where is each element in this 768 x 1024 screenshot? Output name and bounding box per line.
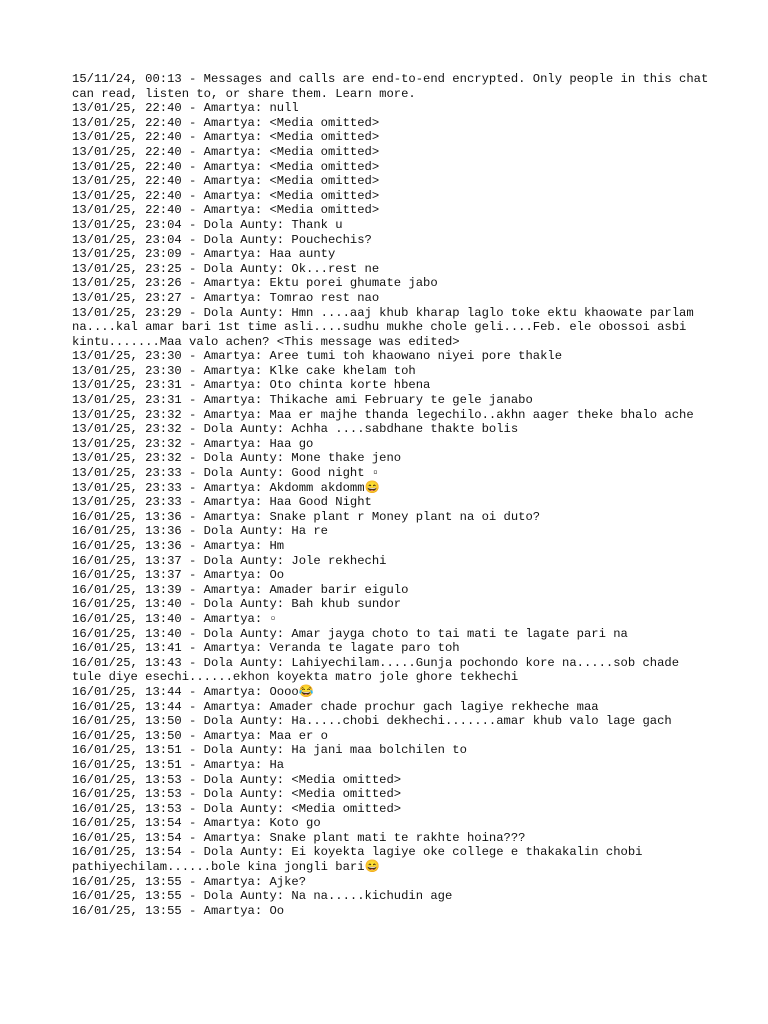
chat-message-line: 13/01/25, 23:30 - Amartya: Aree tumi toh khaowano niyei pore thakle bbox=[72, 349, 563, 364]
chat-message-line: 13/01/25, 23:32 - Amartya: Haa go bbox=[72, 436, 314, 451]
chat-message-line: 13/01/25, 23:31 - Amartya: Thikache ami February te gele janabo bbox=[72, 393, 533, 408]
chat-message-line: 16/01/25, 13:54 - Amartya: Snake plant mati te rakhte hoina??? bbox=[72, 830, 526, 845]
chat-message-line: 16/01/25, 13:53 - Dola Aunty: <Media omitted> bbox=[72, 772, 402, 787]
chat-message-line: 16/01/25, 13:44 - Amartya: Oooo😂 bbox=[72, 684, 314, 699]
chat-message-line: 16/01/25, 13:36 - Amartya: Snake plant r Money plant na oi duto? bbox=[72, 509, 541, 524]
chat-message-line: 13/01/25, 23:32 - Dola Aunty: Mone thake jeno bbox=[72, 451, 402, 466]
chat-message-line: 16/01/25, 13:50 - Amartya: Maa er o bbox=[72, 728, 328, 743]
encryption-notice-line: 15/11/24, 00:13 - Messages and calls are end-to-end encrypted. Only people in this chat can read, listen to, or share them. Learn more. bbox=[72, 72, 716, 101]
chat-message-line: 16/01/25, 13:54 - Dola Aunty: Ei koyekta lagiye oke college e thakakalin chobi pathiyechilam......bole kina jongli bari😄 bbox=[72, 845, 650, 875]
chat-message-line: 16/01/25, 13:40 - Dola Aunty: Bah khub sundor bbox=[72, 597, 402, 612]
chat-message-line: 13/01/25, 23:25 - Dola Aunty: Ok...rest ne bbox=[72, 261, 380, 276]
chat-message-line: 13/01/25, 22:40 - Amartya: <Media omitted> bbox=[72, 130, 380, 145]
chat-message-line: 16/01/25, 13:55 - Amartya: Oo bbox=[72, 903, 285, 918]
chat-message-line: 16/01/25, 13:54 - Amartya: Koto go bbox=[72, 816, 321, 831]
chat-message-line: 16/01/25, 13:40 - Dola Aunty: Amar jayga choto to tai mati te lagate pari na bbox=[72, 626, 628, 641]
chat-export-log bbox=[72, 72, 716, 918]
chat-message-line: 16/01/25, 13:43 - Dola Aunty: Lahiyechilam.....Gunja pochondo kore na.....sob chade tule diye esechi......ekhon koyekta matro jole ghore tekhechi bbox=[72, 655, 687, 685]
chat-message-line: 16/01/25, 13:51 - Amartya: Ha bbox=[72, 757, 285, 772]
chat-message-line: 16/01/25, 13:41 - Amartya: Veranda te lagate paro toh bbox=[72, 641, 460, 656]
chat-message-line: 13/01/25, 23:31 - Amartya: Oto chinta korte hbena bbox=[72, 378, 431, 393]
chat-message-line: 13/01/25, 23:27 - Amartya: Tomrao rest nao bbox=[72, 290, 380, 305]
chat-message-line: 13/01/25, 23:32 - Amartya: Maa er majhe thanda legechilo..akhn aager theke bhalo ache bbox=[72, 407, 694, 422]
chat-message-line: 16/01/25, 13:55 - Amartya: Ajke? bbox=[72, 874, 307, 889]
chat-message-line: 13/01/25, 22:40 - Amartya: <Media omitted> bbox=[72, 174, 380, 189]
chat-message-line: 16/01/25, 13:53 - Dola Aunty: <Media omitted> bbox=[72, 801, 402, 816]
chat-message-line: 16/01/25, 13:37 - Amartya: Oo bbox=[72, 568, 285, 583]
chat-message-line: 13/01/25, 22:40 - Amartya: <Media omitted> bbox=[72, 159, 380, 174]
chat-message-line: 13/01/25, 22:40 - Amartya: null bbox=[72, 101, 299, 116]
chat-message-line: 13/01/25, 22:40 - Amartya: <Media omitted> bbox=[72, 188, 380, 203]
chat-message-line: 16/01/25, 13:40 - Amartya: ▫ bbox=[72, 611, 277, 626]
chat-message-line: 16/01/25, 13:44 - Amartya: Amader chade prochur gach lagiye rekheche maa bbox=[72, 699, 599, 714]
chat-message-line: 16/01/25, 13:39 - Amartya: Amader barir eigulo bbox=[72, 582, 409, 597]
chat-message-line: 13/01/25, 23:29 - Dola Aunty: Hmn ....aaj khub kharap laglo toke ektu khaowate parlam na....kal amar bari 1st time asli....sudhu mukhe chole geli....Feb. ele obossoi asbi kintu.......Maa valo achen? <This message was edited> bbox=[72, 305, 701, 349]
chat-message-line: 13/01/25, 22:40 - Amartya: <Media omitted> bbox=[72, 203, 380, 218]
chat-message-line: 13/01/25, 23:32 - Dola Aunty: Achha ....sabdhane thakte bolis bbox=[72, 422, 519, 437]
chat-message-line: 13/01/25, 22:40 - Amartya: <Media omitted> bbox=[72, 144, 380, 159]
chat-message-line: 13/01/25, 23:04 - Dola Aunty: Thank u bbox=[72, 217, 343, 232]
chat-message-line: 16/01/25, 13:51 - Dola Aunty: Ha jani maa bolchilen to bbox=[72, 743, 467, 758]
chat-message-line: 13/01/25, 23:26 - Amartya: Ektu porei ghumate jabo bbox=[72, 276, 438, 291]
chat-message-line: 13/01/25, 23:30 - Amartya: Klke cake khelam toh bbox=[72, 363, 416, 378]
chat-message-line: 13/01/25, 23:04 - Dola Aunty: Pouchechis? bbox=[72, 232, 372, 247]
chat-message-line: 16/01/25, 13:53 - Dola Aunty: <Media omitted> bbox=[72, 787, 402, 802]
chat-message-line: 13/01/25, 23:33 - Amartya: Akdomm akdomm😄 bbox=[72, 480, 380, 495]
chat-message-line: 13/01/25, 22:40 - Amartya: <Media omitted> bbox=[72, 115, 380, 130]
chat-message-line: 16/01/25, 13:36 - Amartya: Hm bbox=[72, 539, 285, 553]
chat-message-line: 13/01/25, 23:33 - Dola Aunty: Good night ▫ bbox=[72, 466, 380, 481]
chat-message-line: 16/01/25, 13:36 - Dola Aunty: Ha re bbox=[72, 524, 328, 539]
chat-message-line: 13/01/25, 23:09 - Amartya: Haa aunty bbox=[72, 247, 336, 262]
chat-message-line: 16/01/25, 13:37 - Dola Aunty: Jole rekhechi bbox=[72, 553, 387, 568]
chat-message-line: 16/01/25, 13:55 - Dola Aunty: Na na.....kichudin age bbox=[72, 889, 453, 904]
chat-message-line: 16/01/25, 13:50 - Dola Aunty: Ha.....chobi dekhechi.......amar khub valo lage gach bbox=[72, 714, 672, 729]
chat-message-line: 13/01/25, 23:33 - Amartya: Haa Good Night bbox=[72, 495, 372, 510]
